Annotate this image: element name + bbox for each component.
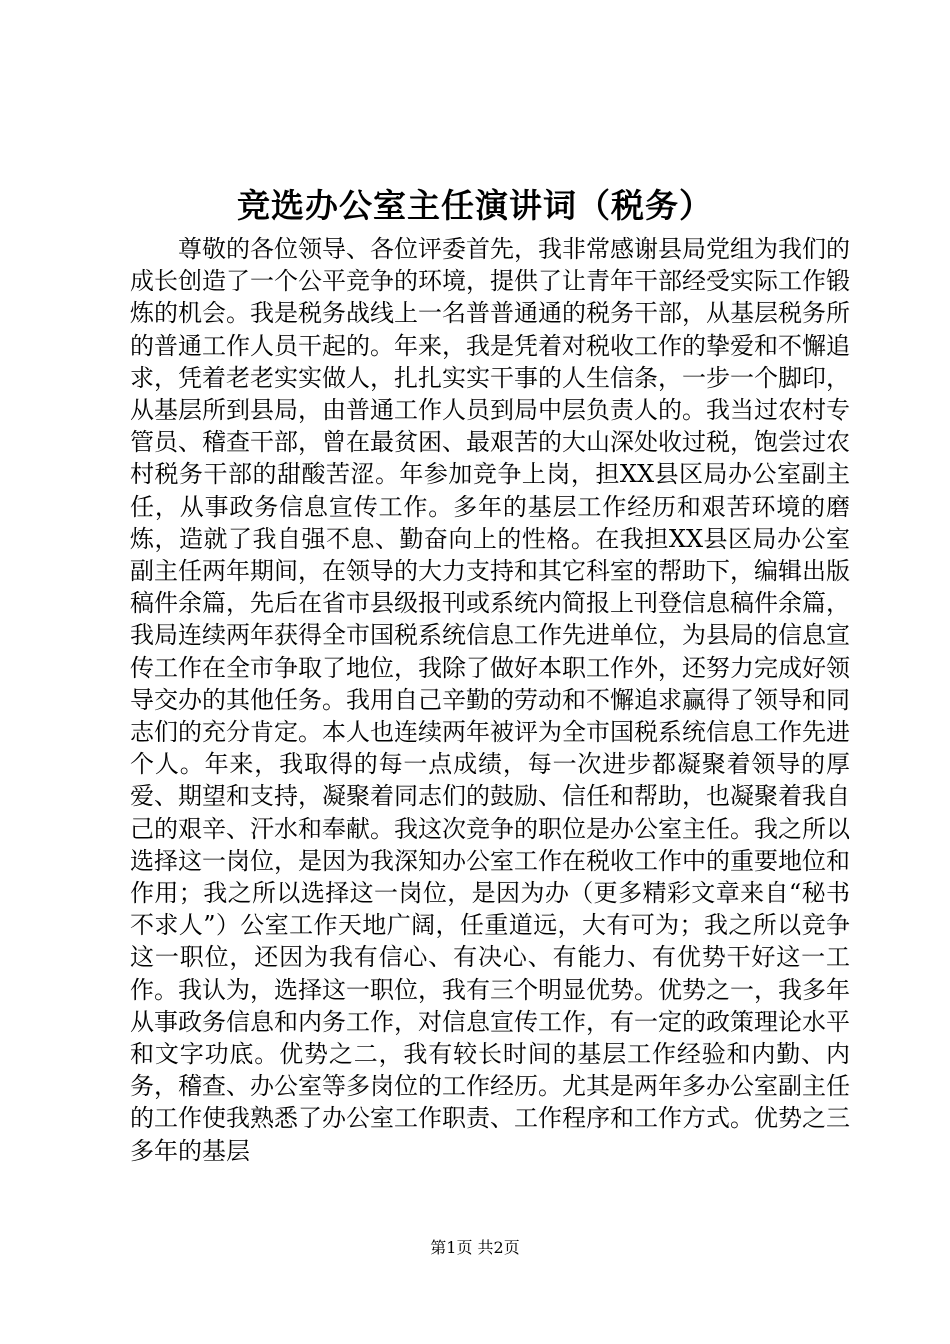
document-title: 竞选办公室主任演讲词（税务）: [237, 186, 713, 225]
page-number-footer: 第1页 共2页: [430, 1238, 520, 1257]
document-body-paragraph: 尊敬的各位领导、各位评委首先，我非常感谢县局党组为我们的成长创造了一个公平竞争的环境，提供了让青年干部经受实际工作锻炼的机会。我是税务战线上一名普普通通的税务干部，从基层税务所的普通工作人员干起的。年来，我是凭着对税收工作的挚爱和不懈追求，凭着老老实实做人，扎扎实实干事的人生信条，一步一个脚印，从基层所到县局，由普通工作人员到局中层负责人的。我当过农村专管员、稽查干部，曾在最贫困、最艰苦的大山深处收过税，饱尝过农村税务干部的甜酸苦涩。年参加竞争上岗，担XX县区局办公室副主任，从事政务信息宣传工作。多年的基层工作经历和艰苦环境的磨炼，造就了我自强不息、勤奋向上的性格。在我担XX县区局办公室副主任两年期间，在领导的大力支持和其它科室的帮助下，编辑出版稿件余篇，先后在省市县级报刊或系统内简报上刊登信息稿件余篇，我局连续两年获得全市国税系统信息工作先进单位，为县局的信息宣传工作在全市争取了地位，我除了做好本职工作外，还努力完成好领导交办的其他任务。我用自己辛勤的劳动和不懈追求赢得了领导和同志们的充分肯定。本人也连续两年被评为全市国税系统信息工作先进个人。年来，我取得的每一点成绩，每一次进步都凝聚着领导的厚爱、期望和支持，凝聚着同志们的鼓励、信任和帮助，也凝聚着我自己的艰辛、汗水和奉献。我这次竞争的职位是办公室主任。我之所以选择这一岗位，是因为我深知办公室工作在税收工作中的重要地位和作用；我之所以选择这一岗位，是因为办（更多精彩文章来自“秘书不求人”）公室工作天地广阔，任重道远，大有可为；我之所以竞争这一职位，还因为我有信心、有决心、有能力、有优势干好这一工作。我认为，选择这一职位，我有三个明显优势。优势之一，我多年从事政务信息和内务工作，对信息宣传工作，有一定的政策理论水平和文字功底。优势之二，我有较长时间的基层工作经验和内勤、内务，稽查、办公室等多岗位的工作经历。尤其是两年多办公室副主任的工作使我熟悉了办公室工作职责、工作程序和工作方式。优势之三多年的基层: [130, 235, 850, 1165]
